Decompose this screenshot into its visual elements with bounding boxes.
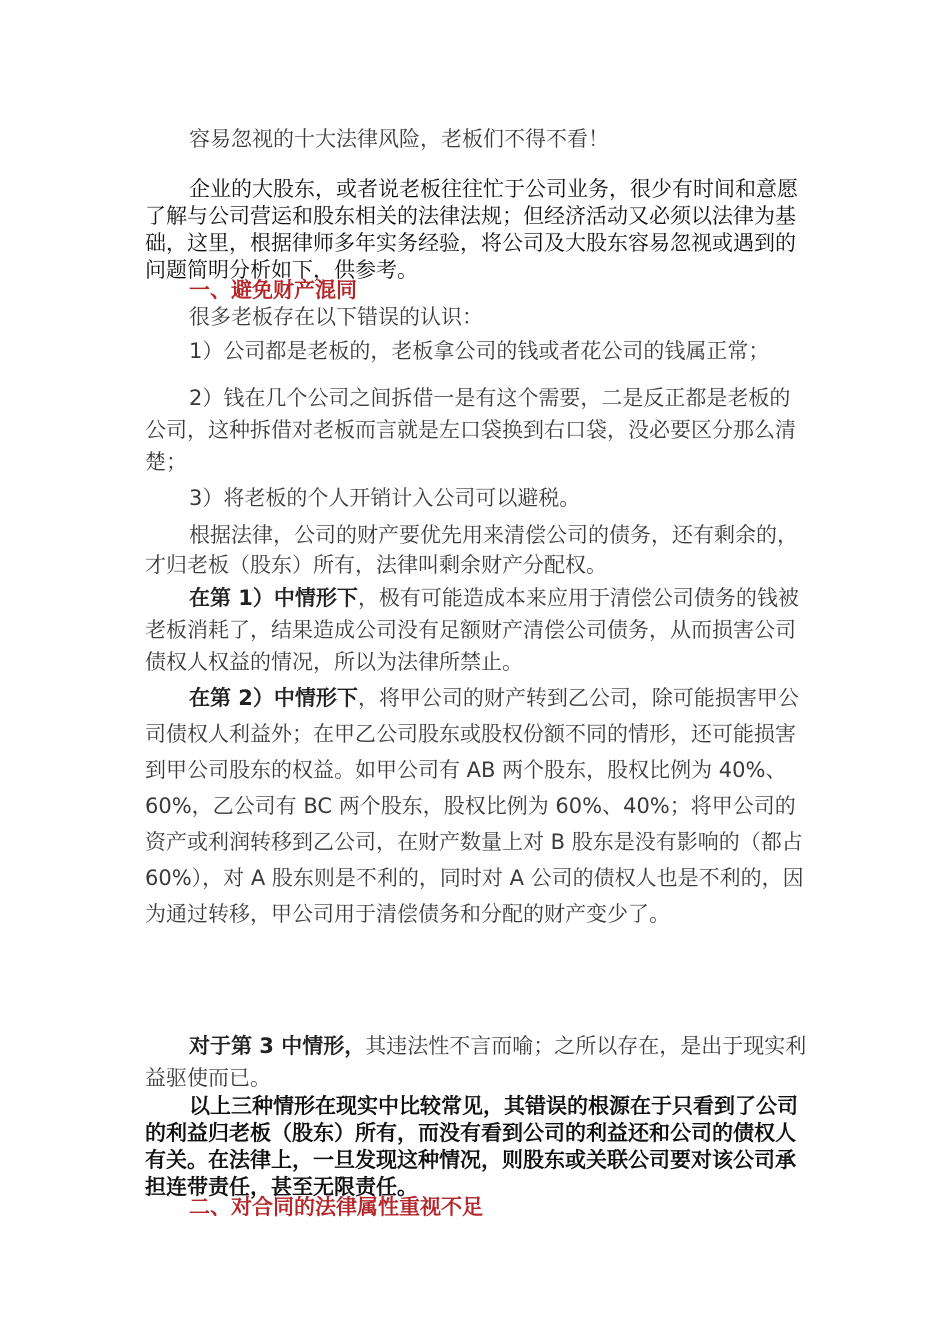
case-2-label: 在第 2）中情形下 xyxy=(189,686,358,710)
case-1-text: ，极有可能造成本来应用于清偿公司债务的钱被老板消耗了，结果造成公司没有足额财产清偿公司债务，从而损害公司债权人权益的情况，所以为法律所禁止。 xyxy=(145,586,799,674)
case-1-label: 在第 1）中情形下 xyxy=(189,586,358,610)
case-1-paragraph xyxy=(145,582,811,678)
wrong-views-lead: 很多老板存在以下错误的认识： xyxy=(189,305,483,329)
case-2-text: ，将甲公司的财产转到乙公司，除可能损害甲公司债权人利益外；在甲乙公司股东或股权份额不同的情形，还可能损害到甲公司股东的权益。如甲公司有 AB 两个股东，股权比例为 40%、60%，乙公司有 BC 两个股东，股权比例为 60%、40%；将甲公司的资产或利润转移到乙公司，在财产数量上对 B 股东是没有影响的（都占 60%），对 A 股东则是不利的，同时对 A 公司的债权人也是不利的，因为通过转移，甲公司用于清偿债务和分配的财产变少了。 xyxy=(145,686,804,926)
legal-basis-paragraph: 根据法律，公司的财产要优先用来清偿公司的债务，还有剩余的，才归老板（股东）所有，法律叫剩余财产分配权。 xyxy=(145,523,798,577)
intro-paragraph: 企业的大股东，或者说老板往往忙于公司业务，很少有时间和意愿了解与公司营运和股东相关的法律法规；但经济活动又必须以法律为基础，这里，根据律师多年实务经验，将公司及大股东容易忽视或遇到的问题简明分析如下，供参考。 xyxy=(145,177,798,282)
case-3-label: 对于第 3 中情形， xyxy=(189,1034,366,1058)
case-3-text: 其违法性不言而喻；之所以存在，是出于现实利益驱使而已。 xyxy=(145,1034,807,1090)
list-item-2: 2）钱在几个公司之间拆借一是有这个需要，二是反正都是老板的公司，这种拆借对老板而言就是左口袋换到右口袋，没必要区分那么清楚； xyxy=(145,386,796,474)
case-2-paragraph xyxy=(145,680,811,932)
section-heading-1: 一、避免财产混同 xyxy=(189,278,357,302)
case-3-paragraph xyxy=(145,1030,811,1094)
summary-paragraph: 以上三种情形在现实中比较常见，其错误的根源在于只看到了公司的利益归老板（股东）所有，而没有看到公司的利益还和公司的债权人有关。在法律上，一旦发现这种情况，则股东或关联公司要对该公司承担连带责任，甚至无限责任。 xyxy=(145,1094,798,1199)
document-title: 容易忽视的十大法律风险，老板们不得不看！ xyxy=(189,127,609,151)
list-item-3: 3）将老板的个人开销计入公司可以避税。 xyxy=(189,486,581,510)
section-heading-2: 二、对合同的法律属性重视不足 xyxy=(189,1195,483,1219)
list-item-1: 1）公司都是老板的，老板拿公司的钱或者花公司的钱属正常； xyxy=(189,339,770,363)
